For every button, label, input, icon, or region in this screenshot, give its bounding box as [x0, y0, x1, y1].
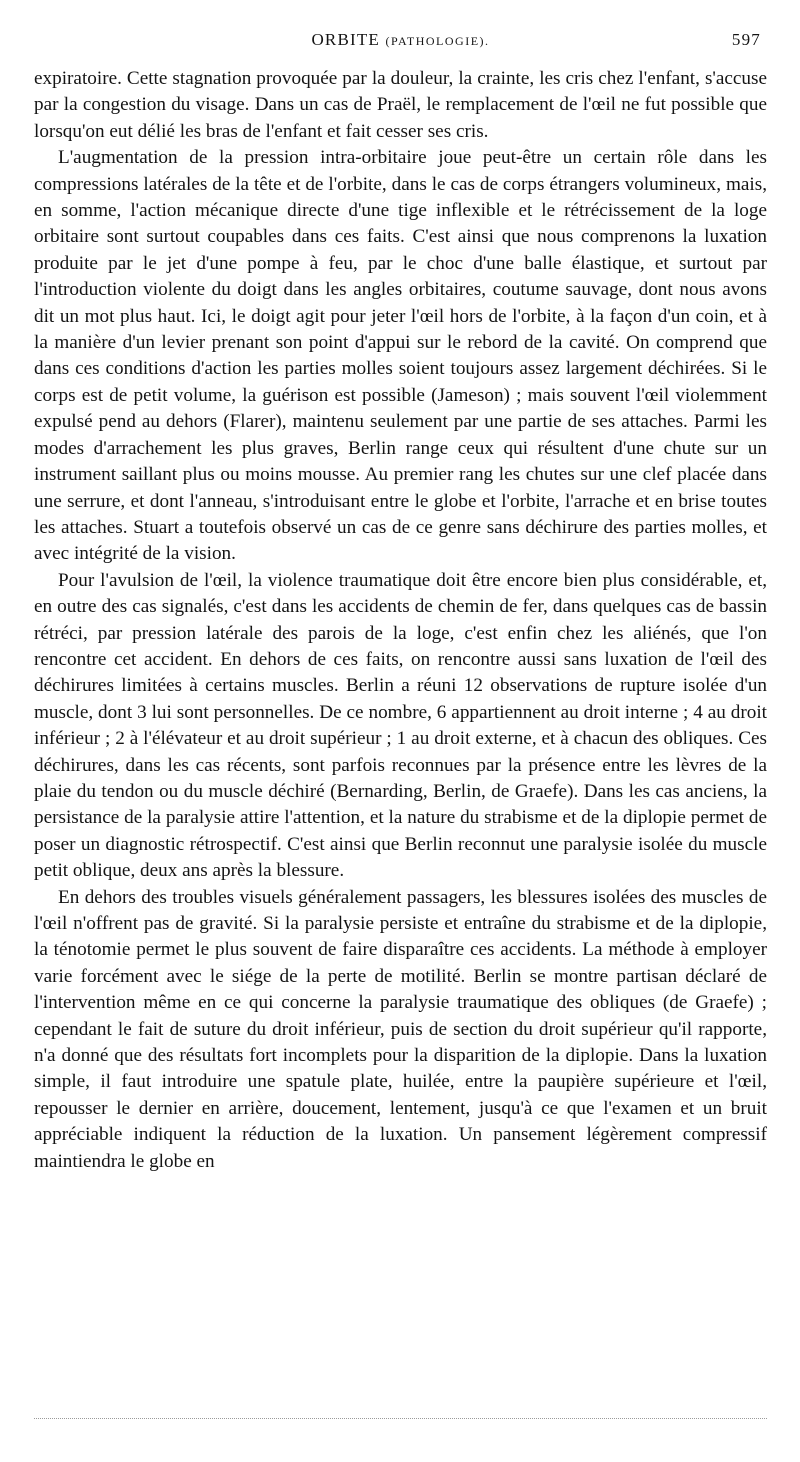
- running-title-main: ORBITE: [311, 30, 381, 49]
- paragraph-3: Pour l'avulsion de l'œil, la violence traumatique doit être encore bien plus considérable, et, en outre des cas signalés, c'est dans les accidents de chemin de fer, dans quelques cas de bassin rétréci, par pression latérale des parois de la loge, c'est enfin chez les aliénés, que l'on rencontre cet accident. En dehors de ces faits, on rencontre aussi sans luxation de l'œil des déchirures limitées à certains muscles. Berlin a réuni 12 observations de rupture isolée d'un muscle, dont 3 lui sont personnelles. De ce nombre, 6 appartiennent au droit interne ; 4 au droit inférieur ; 2 à l'élévateur et au droit supérieur ; 1 au droit externe, et à chacun des obliques. Ces déchirures, dans les cas récents, sont parfois reconnues par la présence entre les lèvres de la plaie du tendon ou du muscle déchiré (Bernarding, Berlin, de Graefe). Dans les cas anciens, la persistance de la paralysie attire l'attention, et la nature du strabisme et de la diplopie permet de poser un diagnostic rétrospectif. C'est ainsi que Berlin reconnut une paralysie isolée du muscle petit oblique, deux ans après la blessure.: [34, 569, 767, 882]
- page: [34, 30, 767, 1175]
- running-title-sub: (PATHOLOGIE).: [385, 34, 490, 48]
- page-number: 597: [731, 30, 761, 49]
- running-head: [34, 30, 767, 56]
- paragraph-1: expiratoire. Cette stagnation provoquée par la douleur, la crainte, les cris chez l'enfant, s'accuse par la congestion du visage. Dans un cas de Praël, le remplacement de l'œil ne fut possible que lorsqu'on eut délié les bras de l'enfant et fait cesser ses cris.: [34, 68, 767, 142]
- running-title: [34, 30, 767, 50]
- paragraph-4: En dehors des troubles visuels généralement passagers, les blessures isolées des muscles de l'œil n'offrent pas de gravité. Si la paralysie persiste et entraîne du strabisme et de la diplopie, la ténotomie permet le plus souvent de faire disparaître ces accidents. La méthode à employer varie forcément avec le siége de la perte de motilité. Berlin se montre partisan déclaré de l'intervention même en ce qui concerne la paralysie traumatique des obliques (de Graefe) ; cependant le fait de suture du droit inférieur, puis de section du droit supérieur qu'il rapporte, n'a donné que des résultats fort incomplets pour la disparition de la diplopie. Dans la luxation simple, il faut introduire une spatule plate, huilée, entre la paupière supérieure et l'œil, repousser le dernier en arrière, doucement, lentement, jusqu'à ce que l'examen et un bruit appréciable indiquent la réduction de la luxation. Un pansement légèrement compressif maintiendra le globe en: [34, 886, 767, 1172]
- body-text: [34, 66, 767, 1175]
- footer-rule: [34, 1418, 767, 1419]
- paragraph-2: L'augmentation de la pression intra-orbitaire joue peut-être un certain rôle dans les compressions latérales de la tête et de l'orbite, dans le cas de corps étrangers volumineux, mais, en somme, l'action mécanique directe d'une tige inflexible et le rétrécissement de la loge orbitaire sont surtout coupables dans ces faits. C'est ainsi que nous comprenons la luxation produite par le jet d'une pompe à feu, par le choc d'une balle élastique, et surtout par l'introduction violente du doigt dans les angles orbitaires, coutume sauvage, dont nous avons dit un mot plus haut. Ici, le doigt agit pour jeter l'œil hors de l'orbite, à la façon d'un coin, et à la manière d'un levier prenant son point d'appui sur le rebord de la cavité. On comprend que dans ces conditions d'action les parties molles soient toujours assez largement déchirées. Si le corps est de petit volume, la guérison est possible (Jameson) ; mais souvent l'œil violemment expulsé pend au dehors (Flarer), maintenu seulement par une partie de ses attaches. Parmi les modes d'arrachement les plus graves, Berlin range ceux qui résultent d'une chute sur un instrument saillant plus ou moins mousse. Au premier rang les chutes sur une clef placée dans une serrure, et dont l'anneau, s'introduisant entre le globe et l'orbite, l'arrache et en brise toutes les attaches. Stuart a toutefois observé un cas de ce genre sans déchirure des parties molles, et avec intégrité de la vision.: [34, 147, 767, 565]
